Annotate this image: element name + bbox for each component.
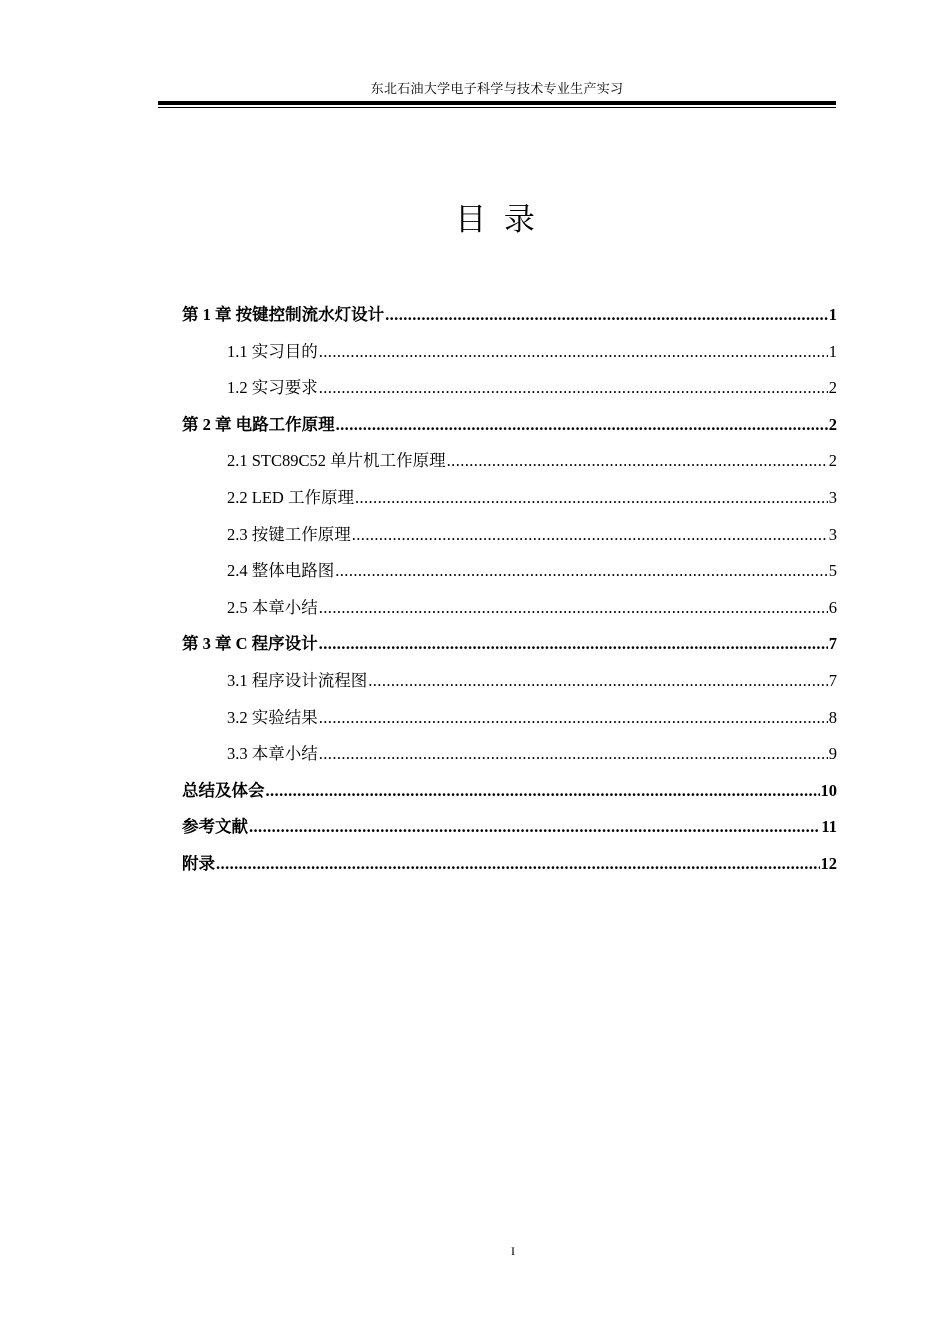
toc-dot-leader bbox=[319, 736, 828, 773]
running-header: 东北石油大学电子科学与技术专业生产实习 bbox=[370, 81, 624, 96]
toc-entry-page: 1 bbox=[828, 341, 837, 361]
toc-entry-page: 1 bbox=[828, 305, 837, 324]
toc-chapter-entry[interactable] bbox=[182, 809, 837, 846]
toc-entry-page: 2 bbox=[828, 378, 837, 398]
toc-chapter-entry[interactable] bbox=[182, 407, 837, 444]
toc-entry-label: 参考文献 bbox=[182, 817, 248, 837]
toc-section-entry[interactable] bbox=[182, 553, 837, 590]
toc-section-entry[interactable] bbox=[182, 590, 837, 627]
toc-entry-label: 3.3 本章小结 bbox=[227, 744, 318, 764]
toc-section-entry[interactable] bbox=[182, 517, 837, 554]
toc-dot-leader bbox=[319, 334, 828, 371]
toc-dot-leader bbox=[319, 590, 828, 627]
toc-entry-label: 3.2 实验结果 bbox=[227, 707, 318, 727]
toc-chapter-entry[interactable] bbox=[182, 773, 837, 810]
toc-entry-label: 第 1 章 按键控制流水灯设计 bbox=[182, 305, 385, 324]
toc-section-entry[interactable] bbox=[182, 334, 837, 371]
toc-dot-leader bbox=[335, 553, 828, 590]
page-number: I bbox=[511, 1244, 515, 1258]
toc-dot-leader bbox=[355, 480, 828, 517]
toc-entry-page: 9 bbox=[828, 744, 837, 764]
toc-entry-page: 5 bbox=[828, 561, 837, 581]
toc-heading: 目 录 bbox=[455, 202, 539, 238]
toc-dot-leader bbox=[319, 626, 828, 663]
toc-section-entry[interactable] bbox=[182, 480, 837, 517]
toc-entry-label: 2.3 按键工作原理 bbox=[227, 524, 351, 544]
toc-dot-leader bbox=[336, 407, 828, 444]
toc-entry-label: 第 3 章 C 程序设计 bbox=[182, 634, 318, 654]
toc-entry-label: 1.2 实习要求 bbox=[227, 378, 318, 398]
toc-section-entry[interactable] bbox=[182, 663, 837, 700]
toc-entry-page: 12 bbox=[820, 853, 837, 873]
toc-entry-page: 3 bbox=[828, 487, 837, 507]
toc-section-entry[interactable] bbox=[182, 370, 837, 407]
toc-chapter-entry[interactable] bbox=[182, 846, 837, 883]
toc-entry-page: 6 bbox=[828, 597, 837, 617]
toc-entry-label: 2.1 STC89C52 单片机工作原理 bbox=[227, 451, 446, 471]
toc-chapter-entry[interactable] bbox=[182, 626, 837, 663]
toc-entry-page: 3 bbox=[828, 524, 837, 544]
toc-entry-label: 1.1 实习目的 bbox=[227, 341, 318, 361]
toc-entry-label: 2.4 整体电路图 bbox=[227, 561, 335, 581]
table-of-contents bbox=[182, 297, 837, 883]
toc-entry-label: 2.5 本章小结 bbox=[227, 597, 318, 617]
toc-entry-page: 10 bbox=[820, 780, 837, 800]
toc-dot-leader bbox=[216, 846, 820, 883]
toc-entry-page: 2 bbox=[828, 451, 837, 471]
toc-entry-page: 11 bbox=[821, 817, 837, 837]
toc-entry-label: 第 2 章 电路工作原理 bbox=[182, 414, 335, 434]
toc-section-entry[interactable] bbox=[182, 736, 837, 773]
toc-dot-leader bbox=[447, 443, 828, 480]
toc-entry-page: 8 bbox=[828, 707, 837, 727]
toc-dot-leader bbox=[385, 297, 828, 334]
toc-entry-page: 7 bbox=[828, 670, 837, 690]
toc-entry-label: 附录 bbox=[182, 853, 215, 873]
toc-dot-leader bbox=[368, 663, 828, 700]
toc-entry-label: 2.2 LED 工作原理 bbox=[227, 487, 354, 507]
header-rule-thick bbox=[158, 101, 836, 105]
toc-entry-page: 7 bbox=[828, 634, 837, 654]
toc-dot-leader bbox=[319, 370, 828, 407]
toc-section-entry[interactable] bbox=[182, 443, 837, 480]
toc-section-entry[interactable] bbox=[182, 700, 837, 737]
toc-entry-label: 总结及体会 bbox=[182, 780, 265, 800]
toc-entry-label: 3.1 程序设计流程图 bbox=[227, 670, 368, 690]
toc-dot-leader bbox=[249, 809, 820, 846]
header-rule-thin bbox=[158, 107, 836, 108]
toc-dot-leader bbox=[319, 700, 828, 737]
toc-dot-leader bbox=[266, 773, 820, 810]
toc-chapter-entry[interactable] bbox=[182, 297, 837, 334]
toc-entry-page: 2 bbox=[828, 414, 837, 434]
toc-dot-leader bbox=[352, 517, 828, 554]
